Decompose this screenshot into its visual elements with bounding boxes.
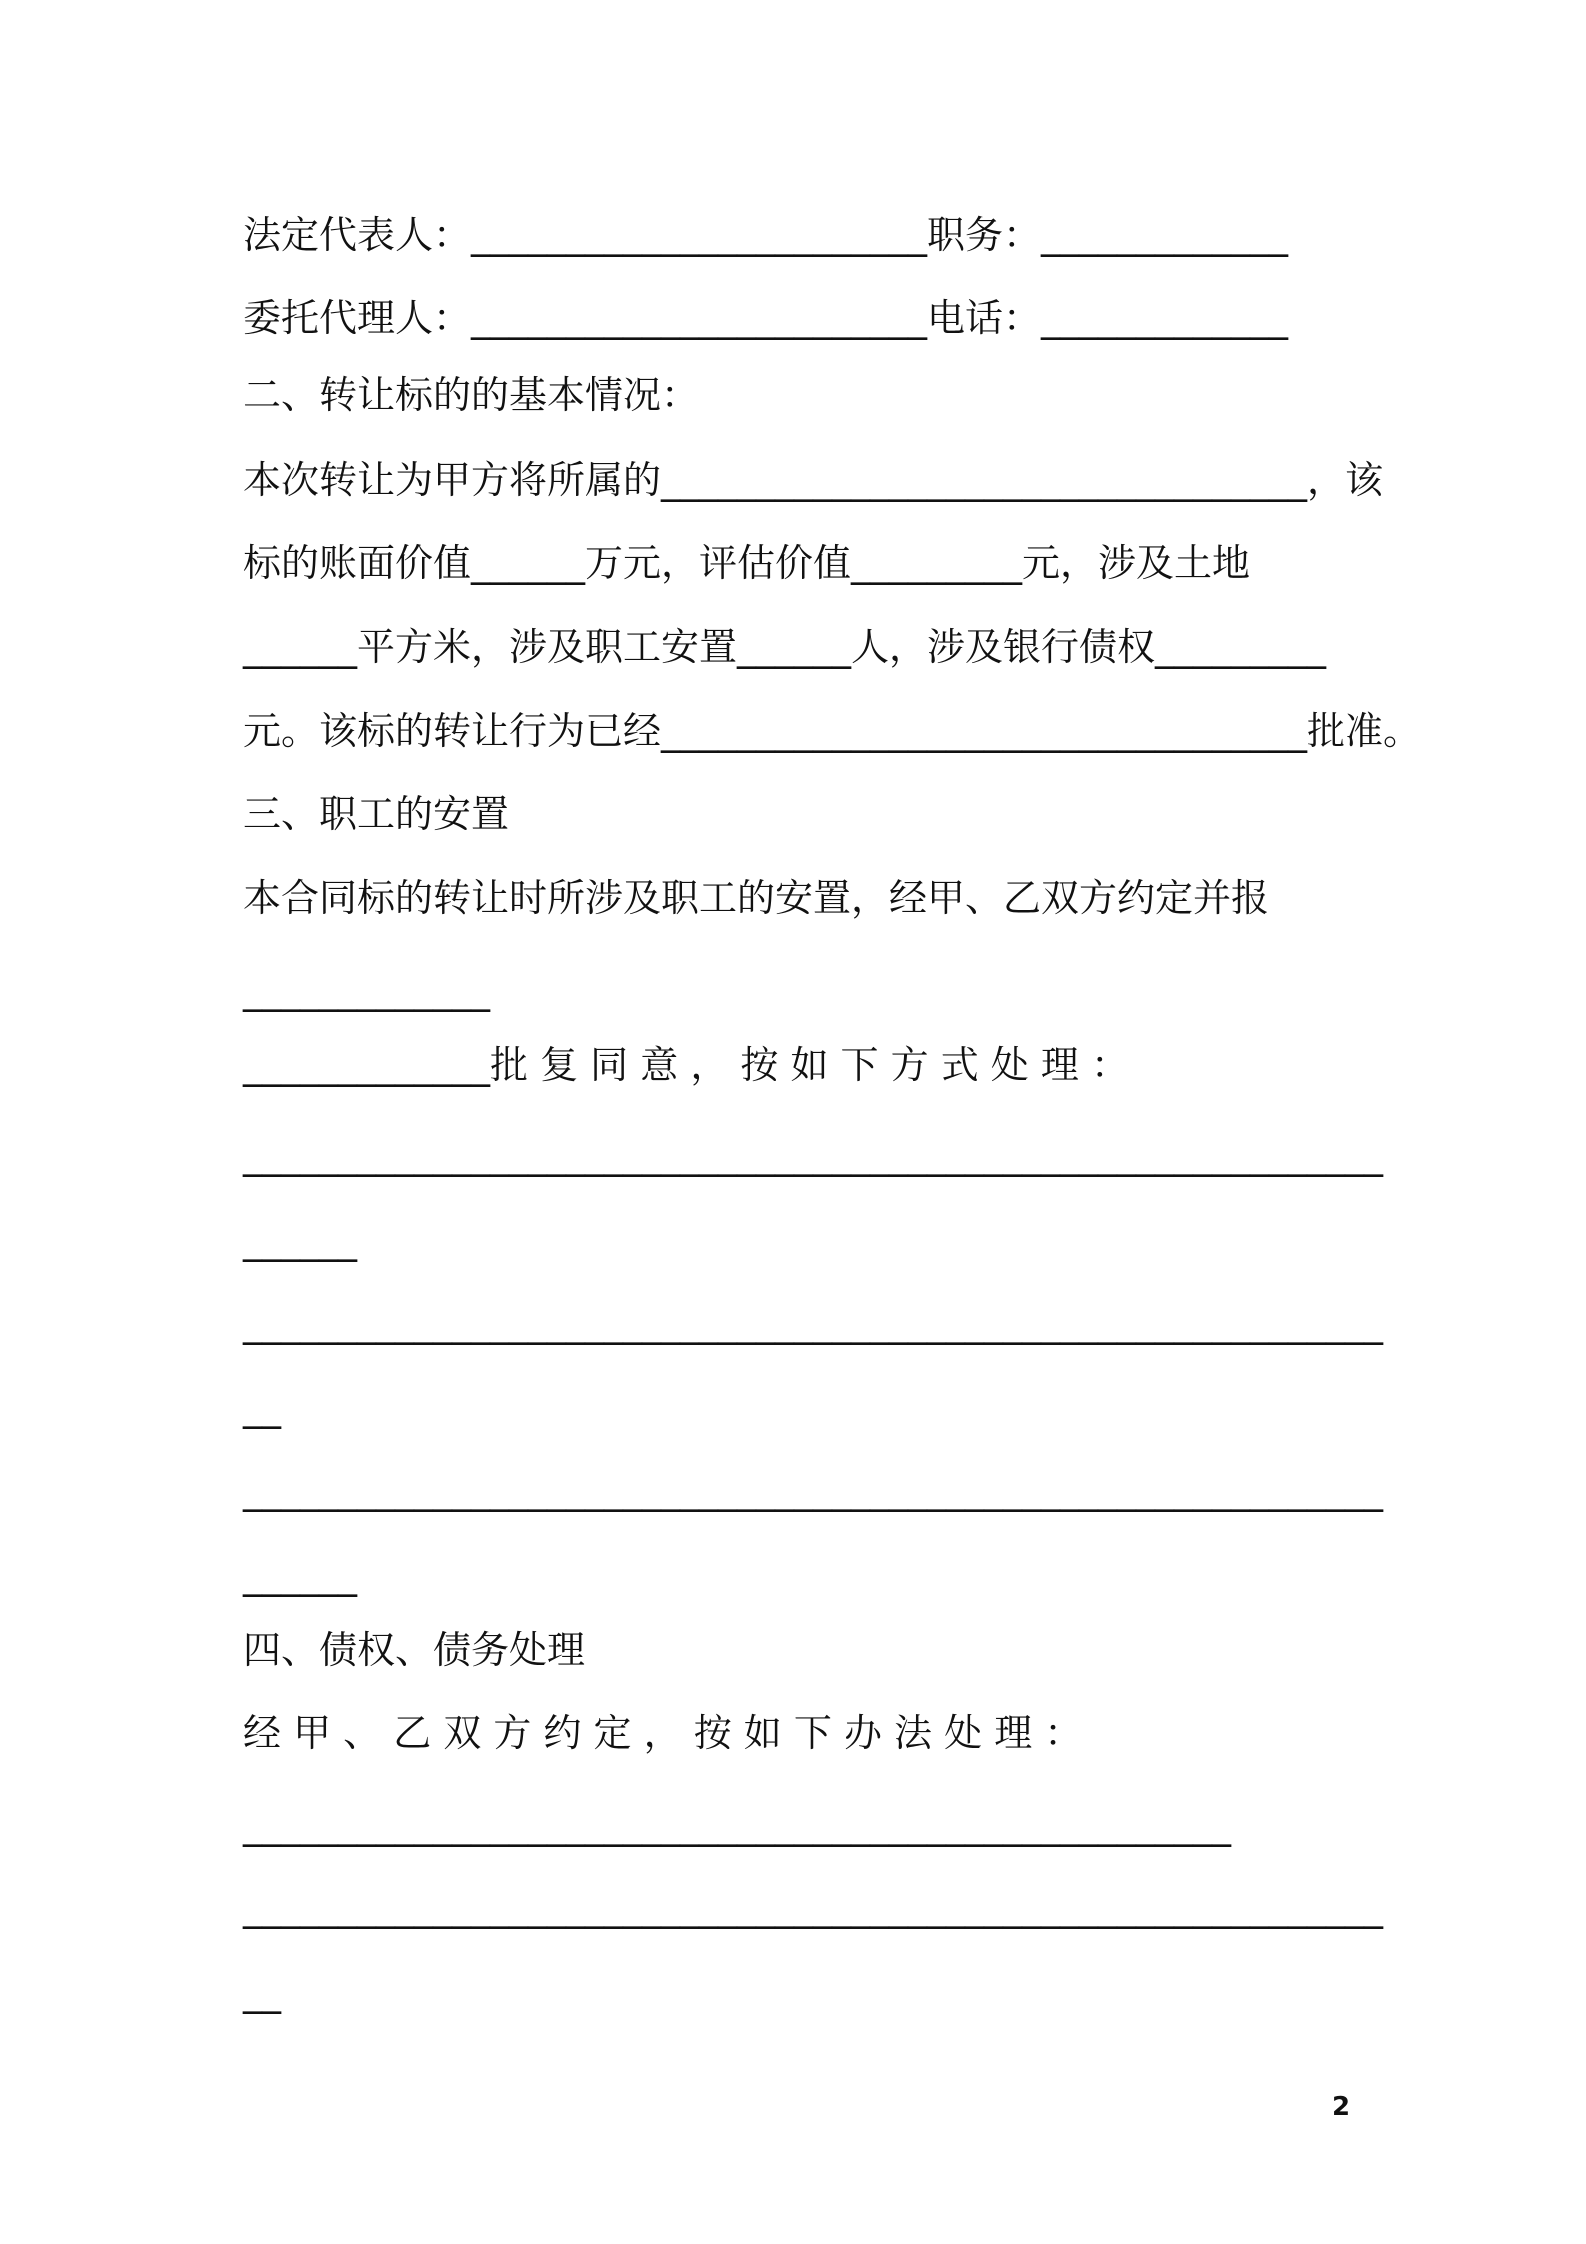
paragraph-line: 本合同标的转让时所涉及职工的安置，经甲、乙双方约定并报 xyxy=(243,876,1270,920)
paragraph-line: 元。该标的转让行为已经__________________________________批准。 xyxy=(243,709,1422,753)
line-legal-representative: 法定代表人：________________________职务：_____________ xyxy=(243,213,1289,257)
blank-line: ______ xyxy=(243,1553,357,1597)
page-number: 2 xyxy=(1332,2092,1351,2122)
section-heading-transfer-subject: 二、转让标的的基本情况： xyxy=(243,373,700,417)
paragraph-line: 标的账面价值______万元，评估价值_________元，涉及土地 xyxy=(243,541,1251,585)
blank-line: __ xyxy=(243,1970,281,2014)
blank-line: __ xyxy=(243,1385,281,1429)
paragraph-line: _____________批 复 同 意 ， 按 如 下 方 式 处 理 ： xyxy=(243,1043,1129,1087)
line-entrusted-agent: 委托代理人：________________________电话：_____________ xyxy=(243,296,1289,340)
section-heading-employee-placement: 三、职工的安置 xyxy=(243,792,510,836)
section-heading-debt-handling: 四、债权、债务处理 xyxy=(243,1628,586,1672)
blank-line: ____________________________________________________________ xyxy=(243,1301,1383,1345)
paragraph-line: 经 甲 、 乙 双 方 约 定 ， 按 如 下 办 法 处 理 ： xyxy=(243,1711,1083,1755)
blank-line: ____________________________________________________________ xyxy=(243,1885,1383,1929)
blank-line: ______ xyxy=(243,1218,357,1262)
paragraph-line: 本次转让为甲方将所属的__________________________________，该 xyxy=(243,458,1384,502)
blank-line: ____________________________________________________________ xyxy=(243,1468,1383,1512)
blank-line: ____________________________________________________ xyxy=(243,1803,1231,1847)
blank-line: _____________ xyxy=(243,968,490,1012)
blank-line: ____________________________________________________________ xyxy=(243,1133,1383,1177)
paragraph-line: ______平方米，涉及职工安置______人，涉及银行债权_________ xyxy=(243,625,1327,669)
